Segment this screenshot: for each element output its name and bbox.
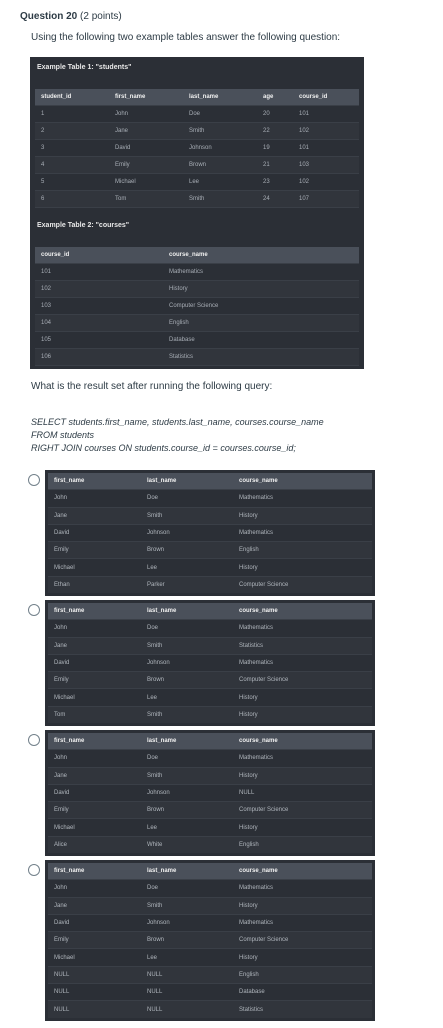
table-cell: English [233,966,372,983]
table-cell: Database [163,332,359,349]
question-header [20,11,122,22]
table-cell: Computer Science [233,576,372,593]
table-cell: Mathematics [163,264,359,281]
table-row [48,949,372,966]
table-cell: Computer Science [233,932,372,949]
sql-line: SELECT students.first_name, students.last_name, courses.course_name [31,417,324,427]
sql-line: FROM students [31,430,95,440]
table-cell: Michael [48,949,141,966]
table-cell: White [141,836,233,853]
table-cell: English [163,315,359,332]
table-cell: Lee [183,174,257,191]
table-cell: History [233,897,372,914]
table-row [48,654,372,671]
table-cell: 19 [257,140,293,157]
table-row [48,932,372,949]
table-cell: Mathematics [233,654,372,671]
table-row [35,157,359,174]
table-cell: 104 [35,315,163,332]
table-cell: Mathematics [233,620,372,637]
table-cell: NULL [141,984,233,1001]
table-cell: Johnson [141,654,233,671]
table-cell: 102 [35,281,163,298]
table-cell: 103 [35,298,163,315]
radio-button[interactable] [28,734,40,746]
table-cell: NULL [141,1001,233,1018]
column-header: first_name [48,863,141,880]
answer-table [48,473,372,593]
table-cell: John [48,490,141,507]
column-header: course_name [233,603,372,620]
table-cell: David [109,140,183,157]
table-cell: History [233,507,372,524]
table-cell: Brown [141,672,233,689]
table-row [35,315,359,332]
table-cell: 23 [257,174,293,191]
table-row [35,191,359,208]
table-cell: Statistics [233,637,372,654]
answer-table-image [45,600,375,726]
column-header: first_name [48,473,141,490]
column-header: age [257,89,293,106]
table-cell: Smith [141,637,233,654]
table-cell: Michael [48,689,141,706]
table-cell: History [233,706,372,723]
table-cell: 101 [293,140,359,157]
table-cell: Brown [183,157,257,174]
table-cell: 6 [35,191,109,208]
table-cell: Emily [48,542,141,559]
table-cell: NULL [233,784,372,801]
table-row [48,784,372,801]
table-row [48,750,372,767]
table-cell: Computer Science [233,802,372,819]
table-cell: Jane [48,507,141,524]
answer-table [48,733,372,853]
table-row [35,264,359,281]
column-header: last_name [141,603,233,620]
table-row [48,966,372,983]
column-header: last_name [183,89,257,106]
table-cell: 5 [35,174,109,191]
table-cell: History [233,819,372,836]
table-row [48,767,372,784]
table-cell: Doe [183,106,257,123]
column-header: first_name [109,89,183,106]
radio-button[interactable] [28,474,40,486]
table-cell: Emily [109,157,183,174]
table-cell: Tom [109,191,183,208]
question-intro: Using the following two example tables answer the following question: [31,32,341,43]
table-cell: Michael [48,819,141,836]
column-header: first_name [48,603,141,620]
column-header: course_id [293,89,359,106]
table-row [48,524,372,541]
table-cell: Johnson [141,914,233,931]
table-cell: 105 [35,332,163,349]
table-cell: Lee [141,949,233,966]
column-header: last_name [141,733,233,750]
table-cell: 102 [293,174,359,191]
table-cell: Brown [141,542,233,559]
table-cell: Smith [183,191,257,208]
table-cell: Emily [48,802,141,819]
table1-title: Example Table 1: "students" [37,64,132,71]
table-cell: Statistics [163,349,359,366]
table-cell: Smith [141,897,233,914]
table-row [48,836,372,853]
table-cell: Tom [48,706,141,723]
column-header: course_name [233,733,372,750]
question-points: (2 points) [80,11,122,22]
courses-table [35,247,359,366]
table-cell: 107 [293,191,359,208]
table-cell: Smith [183,123,257,140]
table-cell: History [163,281,359,298]
query-question: What is the result set after running the following query: [31,381,273,392]
table-cell: Statistics [233,1001,372,1018]
table-cell: John [48,880,141,897]
answer-table-image [45,730,375,856]
table-cell: David [48,654,141,671]
table-cell: 20 [257,106,293,123]
table-row [48,672,372,689]
table-cell: David [48,914,141,931]
sql-line: RIGHT JOIN courses ON students.course_id = courses.course_id; [31,443,296,453]
table-cell: English [233,542,372,559]
table-row [48,897,372,914]
table-row [35,298,359,315]
table-cell: 24 [257,191,293,208]
table-row [48,984,372,1001]
table-row [48,914,372,931]
table-cell: John [48,620,141,637]
students-table [35,89,359,208]
table-cell: NULL [141,966,233,983]
table-row [35,332,359,349]
table-cell: John [48,750,141,767]
table-row [35,174,359,191]
table-row [48,507,372,524]
table-row [48,542,372,559]
column-header: last_name [141,863,233,880]
table-cell: Mathematics [233,750,372,767]
table-cell: History [233,949,372,966]
column-header: course_name [233,863,372,880]
table-cell: English [233,836,372,853]
table-row [48,819,372,836]
table-row [35,281,359,298]
column-header: course_id [35,247,163,264]
table-cell: John [109,106,183,123]
table-cell: NULL [48,966,141,983]
table-cell: 21 [257,157,293,174]
table-cell: 22 [257,123,293,140]
table-cell: Jane [48,637,141,654]
table-cell: Brown [141,932,233,949]
table-cell: Ethan [48,576,141,593]
table-row [48,559,372,576]
table-cell: History [233,767,372,784]
table-cell: Emily [48,932,141,949]
table-cell: Doe [141,490,233,507]
table-cell: 4 [35,157,109,174]
table-cell: 106 [35,349,163,366]
table-row [48,706,372,723]
answer-table [48,603,372,723]
answer-table [48,863,372,1018]
table-row [48,490,372,507]
radio-button[interactable] [28,604,40,616]
table2-title: Example Table 2: "courses" [37,222,130,229]
table-cell: History [233,559,372,576]
table-row [48,802,372,819]
answer-table-image [45,470,375,596]
table-cell: 103 [293,157,359,174]
sql-query [31,416,324,455]
column-header: course_name [163,247,359,264]
table-cell: Mathematics [233,880,372,897]
table-cell: Lee [141,559,233,576]
table-row [48,620,372,637]
table-cell: Jane [48,897,141,914]
table-cell: Johnson [141,784,233,801]
table-cell: Lee [141,819,233,836]
table-row [48,576,372,593]
answer-table-image [45,860,375,1021]
table-cell: David [48,524,141,541]
table-cell: 101 [35,264,163,281]
table-cell: Smith [141,767,233,784]
table-cell: Smith [141,507,233,524]
table-cell: 102 [293,123,359,140]
table-row [48,880,372,897]
table-row [35,106,359,123]
table-cell: 3 [35,140,109,157]
column-header: student_id [35,89,109,106]
radio-button[interactable] [28,864,40,876]
table-cell: Doe [141,880,233,897]
table-cell: Jane [109,123,183,140]
table-cell: Computer Science [163,298,359,315]
column-header: first_name [48,733,141,750]
table-row [35,123,359,140]
table-cell: Johnson [141,524,233,541]
table-row [35,349,359,366]
table-cell: Smith [141,706,233,723]
table-row [35,140,359,157]
table-cell: NULL [48,1001,141,1018]
table-cell: 101 [293,106,359,123]
table-cell: Lee [141,689,233,706]
column-header: last_name [141,473,233,490]
table-cell: Mathematics [233,914,372,931]
table-cell: Brown [141,802,233,819]
table-cell: Michael [109,174,183,191]
question-number: Question 20 [20,11,78,22]
table-cell: Alice [48,836,141,853]
table-cell: Doe [141,620,233,637]
table-cell: Jane [48,767,141,784]
table-cell: 1 [35,106,109,123]
table-cell: Johnson [183,140,257,157]
example-tables-image [30,57,364,369]
table-cell: Computer Science [233,672,372,689]
table-row [48,689,372,706]
table-cell: David [48,784,141,801]
table-cell: Parker [141,576,233,593]
table-cell: 2 [35,123,109,140]
table-cell: Doe [141,750,233,767]
column-header: course_name [233,473,372,490]
table-cell: NULL [48,984,141,1001]
table-cell: Mathematics [233,490,372,507]
table-cell: History [233,689,372,706]
table-cell: Emily [48,672,141,689]
table-cell: Michael [48,559,141,576]
table-cell: Mathematics [233,524,372,541]
table-row [48,1001,372,1018]
table-row [48,637,372,654]
table-cell: Database [233,984,372,1001]
